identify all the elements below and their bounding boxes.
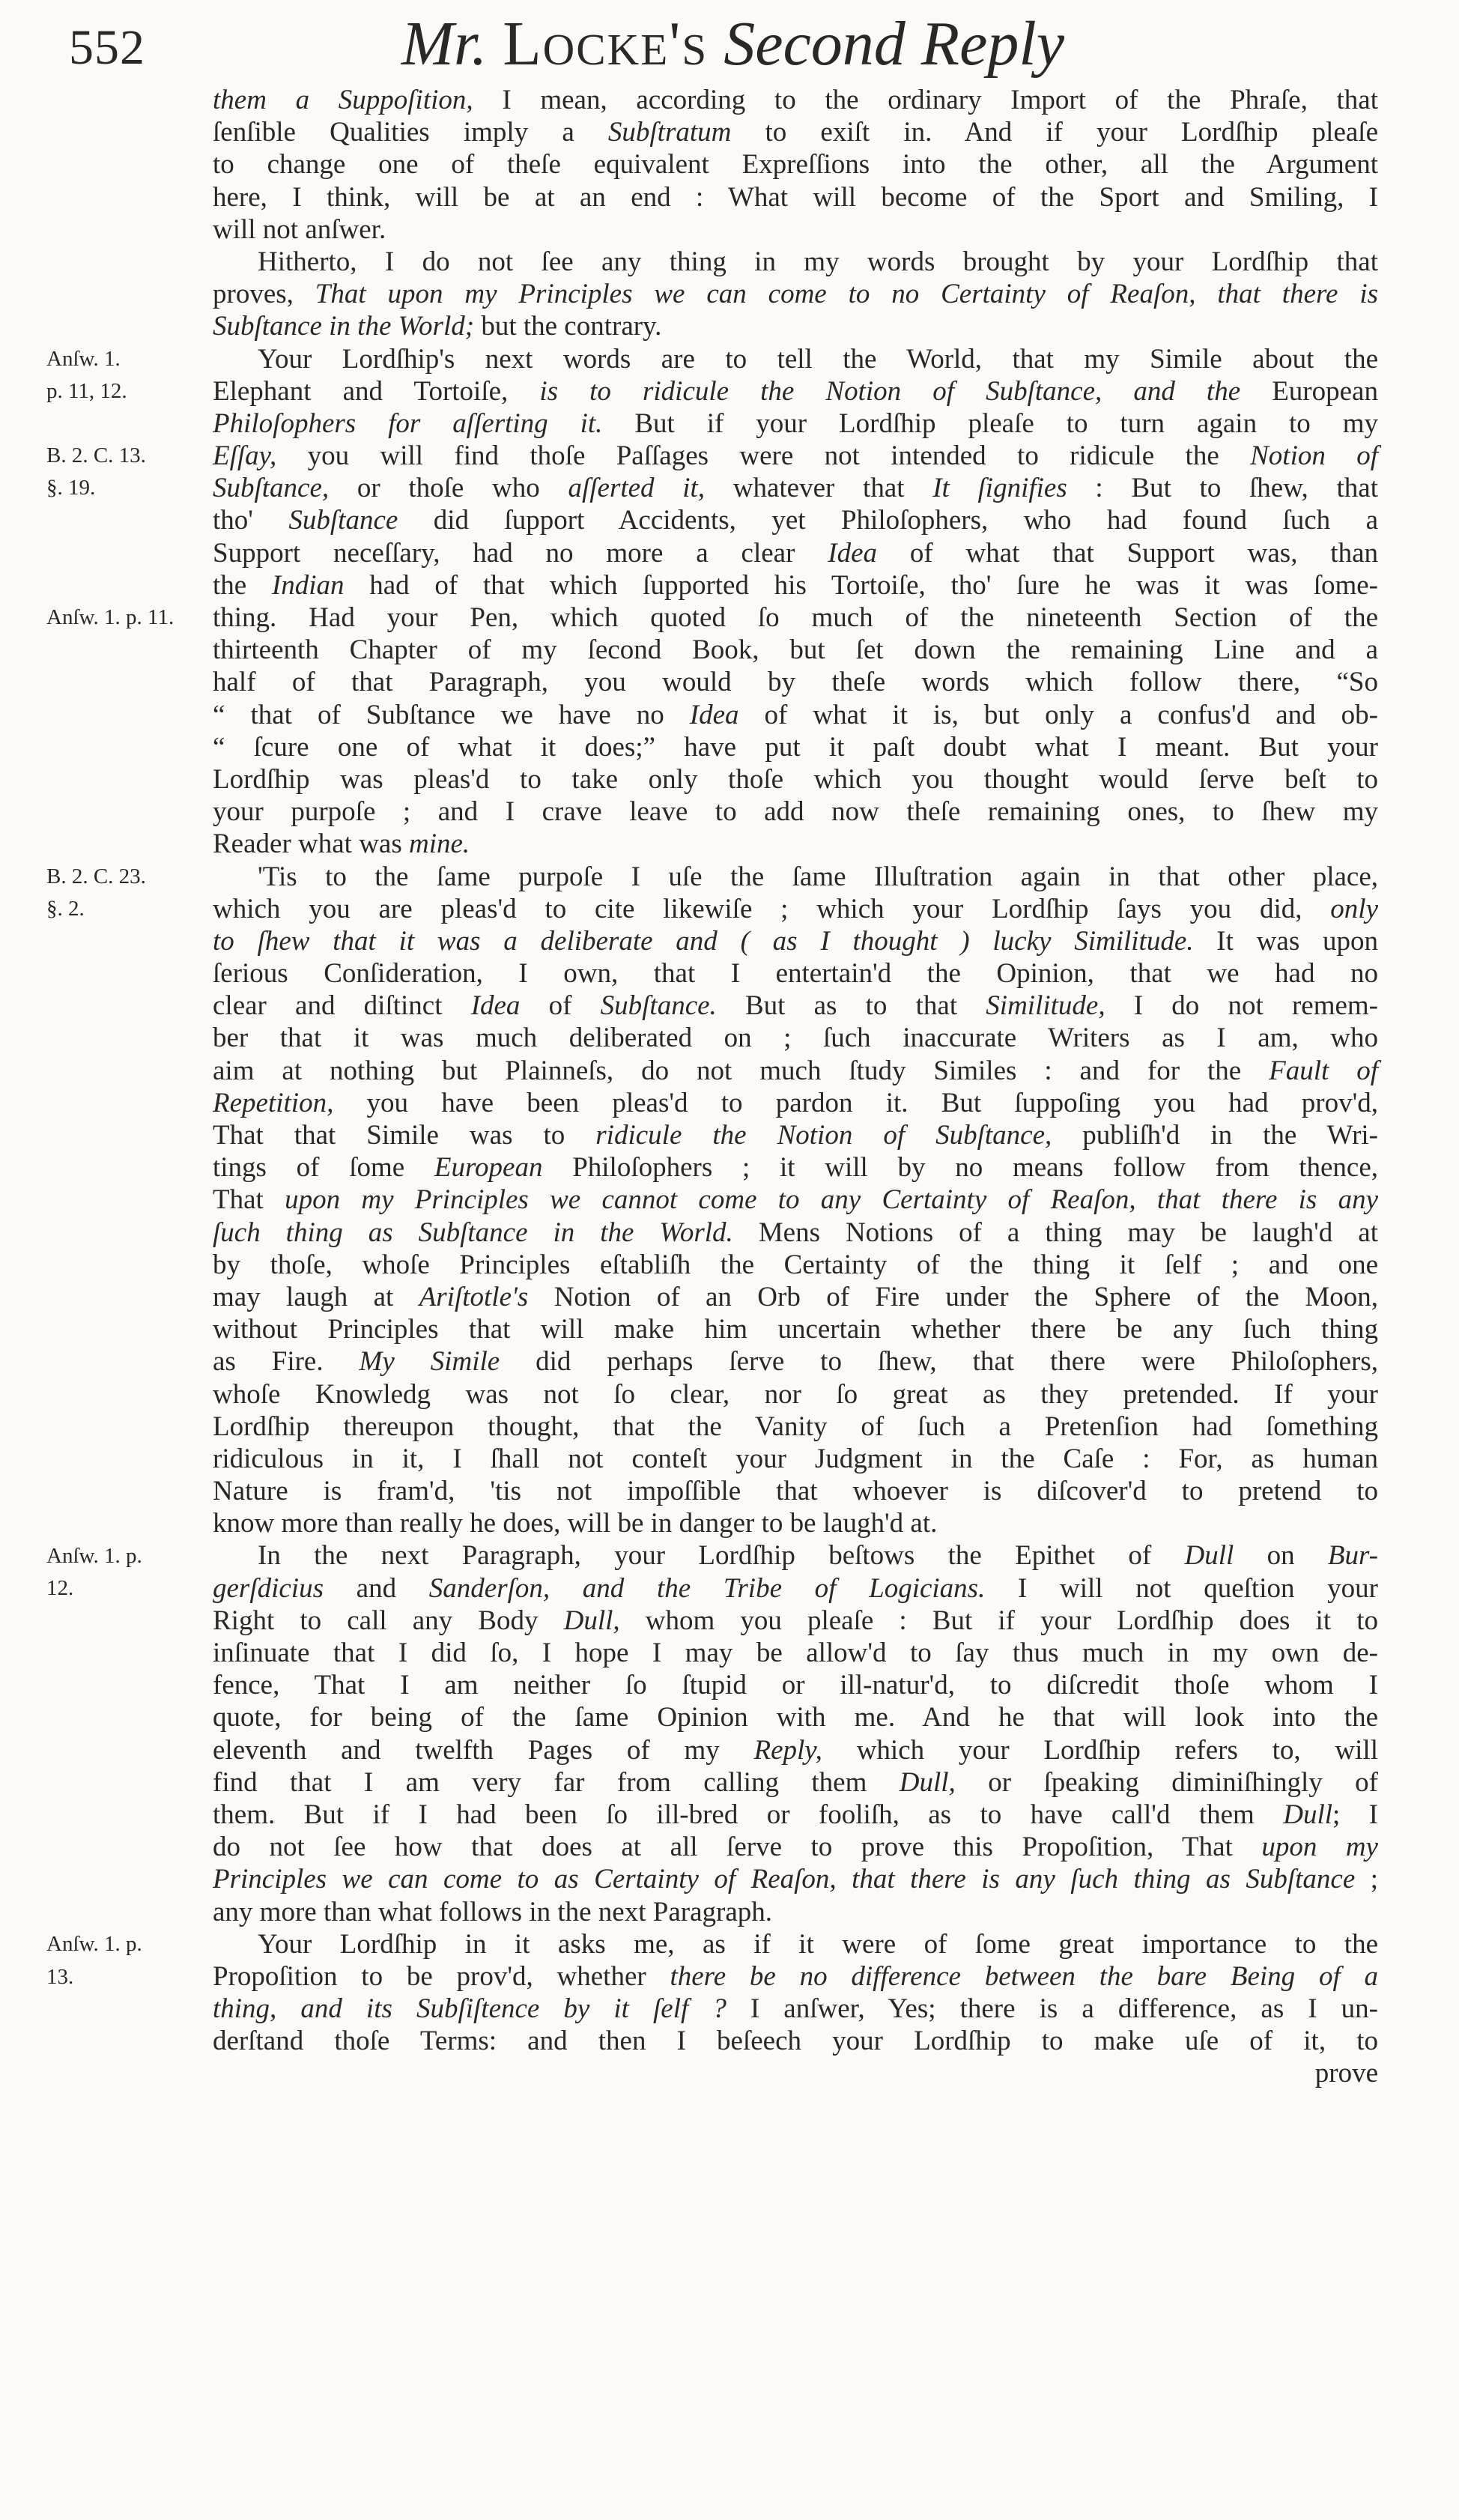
text-line: find that I am very far from calling them Dull, or ſpeaking diminiſhingly of — [213, 1766, 1378, 1798]
text-line: half of that Paragraph, you would by theſe words which follow there, “So — [213, 667, 1378, 698]
text-line: Elephant and Tortoiſe, is to ridicule the Notion of Subſtance, and the European — [213, 375, 1378, 407]
text-line: which you are pleas'd to cite likewiſe ; which your Lordſhip ſays you did, only — [213, 893, 1378, 924]
text-line: will not anſwer. — [213, 213, 386, 245]
running-title-prefix: Mr. — [401, 9, 488, 79]
text-line: “ that of Subſtance we have no Idea of what it is, but only a confus'd and ob- — [213, 699, 1378, 730]
margin-note: B. 2. C. 23. — [46, 864, 146, 888]
text-line: your purpoſe ; and I crave leave to add now theſe remaining ones, to ſhew my — [213, 796, 1378, 828]
text-line: know more than really he does, will be in danger to be laugh'd at. — [213, 1508, 938, 1539]
running-title — [401, 7, 1064, 80]
margin-note: 13. — [46, 1964, 74, 1989]
text-line: clear and diſtinct Idea of Subſtance. But as to that Similitude, I do not remem- — [213, 990, 1378, 1022]
text-line: may laugh at Ariſtotle's Notion of an Orb of Fire under the Sphere of the Moon, — [213, 1281, 1378, 1312]
text-line: thirteenth Chapter of my ſecond Book, but ſet down the remaining Line and a — [213, 634, 1378, 666]
margin-note: Anſw. 1. p. 11. — [46, 605, 175, 630]
text-line: the Indian had of that which ſupported his Tortoiſe, tho' ſure he was it was ſome- — [213, 569, 1378, 601]
margin-note: Anſw. 1. p. — [46, 1544, 142, 1568]
margin-note: §. 19. — [46, 476, 96, 500]
margin-note: Anſw. 1. p. — [46, 1932, 142, 1957]
text-line: them a Suppoſition, I mean, according to the ordinary Import of the Phraſe, that — [213, 85, 1378, 115]
text-line: as Fire. My Simile did perhaps ſerve to ſhew, that there were Philoſophers, — [213, 1346, 1378, 1378]
text-line: Propoſition to be prov'd, whether there be no difference between the bare Being of a — [213, 1960, 1379, 1992]
text-line: ber that it was much deliberated on ; ſuch inaccurate Writers as I am, who — [213, 1023, 1378, 1054]
margin-note: B. 2. C. 13. — [46, 443, 146, 468]
text-line: without Principles that will make him uncertain whether there be any ſuch thing — [213, 1314, 1378, 1345]
text-line: to ſhew that it was a deliberate and ( as I thought ) lucky Similitude. It was upon — [213, 925, 1378, 957]
text-line: ridiculous in it, I ſhall not conteſt your Judgment in the Caſe : For, as human — [213, 1443, 1378, 1474]
margin-note: p. 11, 12. — [46, 378, 127, 403]
text-line: ſerious Conſideration, I own, that I entertain'd the Opinion, that we had no — [213, 958, 1378, 990]
margin-note: 12. — [46, 1576, 74, 1601]
text-line: ſuch thing as Subſtance in the World. Mens Notions of a thing may be laugh'd at — [213, 1217, 1378, 1248]
text-line: Lordſhip was pleas'd to take only thoſe which you thought would ſerve beſt to — [213, 763, 1378, 795]
text-line: thing, and its Subſiſtence by it ſelf ? I anſwer, Yes; there is a difference, as I un- — [213, 1993, 1378, 2025]
text-line: any more than what follows in the next Paragraph. — [213, 1896, 772, 1927]
text-line: Hitherto, I do not ſee any thing in my words brought by your Lordſhip that — [258, 246, 1378, 277]
text-line: here, I think, will be at an end : What will become of the Sport and Smiling, I — [213, 181, 1378, 213]
text-line: Eſſay, you will find thoſe Paſſages were not intended to ridicule the Notion of — [213, 440, 1378, 472]
text-line: fence, That I am neither ſo ſtupid or ill-natur'd, to diſcredit thoſe whom I — [213, 1670, 1378, 1701]
text-line: Lordſhip thereupon thought, that the Vanity of ſuch a Pretenſion had ſomething — [213, 1411, 1378, 1442]
text-line: Nature is fram'd, 'tis not impoſſible that whoever is diſcover'd to pretend to — [213, 1476, 1378, 1507]
text-line: derſtand thoſe Terms: and then I beſeech your Lordſhip to make uſe of it, to — [213, 2026, 1378, 2057]
margin-note: §. 2. — [46, 897, 85, 921]
text-line: tho' Subſtance did ſupport Accidents, yet Philoſophers, who had found ſuch a — [213, 505, 1379, 536]
text-line: In the next Paragraph, your Lordſhip beſtows the Epithet of Dull on Bur- — [258, 1540, 1379, 1572]
body-text — [213, 84, 1378, 2090]
text-line: Principles we can come to as Certainty of Reaſon, that there is any ſuch thing as Subſtance ; — [213, 1864, 1378, 1895]
text-line: Right to call any Body Dull, whom you pleaſe : But if your Lordſhip does it to — [213, 1605, 1378, 1636]
text-line: them. But if I had been ſo ill-bred or fooliſh, as to have call'd them Dull; I — [213, 1799, 1378, 1830]
text-line: Support neceſſary, had no more a clear Idea of what that Support was, than — [213, 537, 1378, 569]
text-line: Subſtance in the World; but the contrary. — [213, 311, 662, 342]
page-number: 552 — [69, 20, 145, 75]
text-line: Repetition, you have been pleas'd to pardon it. But ſuppoſing you had prov'd, — [213, 1087, 1378, 1118]
text-line: Your Lordſhip in it asks me, as if it were of ſome great importance to the — [258, 1928, 1378, 1960]
text-line: Your Lordſhip's next words are to tell the World, that my Simile about the — [258, 343, 1378, 375]
running-title-suffix: Second Reply — [724, 9, 1065, 79]
text-line: gerſdicius and Sanderſon, and the Tribe of Logicians. I will not queſtion your — [213, 1572, 1378, 1604]
text-line: “ ſcure one of what it does;” have put it paſt doubt what I meant. But your — [213, 731, 1378, 763]
text-line: whoſe Knowledg was not ſo clear, nor ſo great as they pretended. If your — [213, 1378, 1378, 1410]
margin-note: Anſw. 1. — [46, 346, 121, 371]
text-line: quote, for being of the ſame Opinion with me. And he that will look into the — [213, 1702, 1378, 1733]
text-line: That upon my Principles we cannot come to any Certainty of Reaſon, that there is any — [213, 1184, 1378, 1216]
text-line: Philoſophers for aſſerting it. But if your Lordſhip pleaſe to turn again to my — [213, 408, 1378, 439]
text-line: to change one of theſe equivalent Expreſſions into the other, all the Argument — [213, 149, 1378, 181]
text-line: thing. Had your Pen, which quoted ſo much of the nineteenth Section of the — [213, 602, 1378, 633]
text-line: That that Simile was to ridicule the Notion of Subſtance, publiſh'd in the Wri- — [213, 1120, 1378, 1151]
text-line: by thoſe, whoſe Principles eſtabliſh the Certainty of the thing it ſelf ; and one — [213, 1249, 1378, 1280]
text-line: aim at nothing but Plainneſs, do not much ſtudy Similes : and for the Fault of — [213, 1055, 1378, 1086]
text-line: Subſtance, or thoſe who aſſerted it, whatever that It ſignifies : But to ſhew, that — [213, 473, 1378, 504]
text-line: tings of ſome European Philoſophers ; it will by no means follow from thence, — [213, 1152, 1378, 1184]
running-title-name: Locke's — [503, 9, 709, 79]
text-line: prove — [1314, 2058, 1378, 2089]
text-line: ſenſible Qualities imply a Subſtratum to exiſt in. And if your Lordſhip pleaſe — [213, 117, 1378, 148]
text-line: 'Tis to the ſame purpoſe I uſe the ſame Illuſtration again in that other place, — [258, 861, 1378, 892]
text-line: Reader what was mine. — [213, 829, 470, 860]
text-line: proves, That upon my Principles we can come to no Certainty of Reaſon, that there is — [213, 279, 1378, 310]
page-header — [0, 3, 1459, 93]
text-line: eleventh and twelfth Pages of my Reply, which your Lordſhip refers to, will — [213, 1734, 1378, 1766]
text-line: do not ſee how that does at all ſerve to prove this Propoſition, That upon my — [213, 1832, 1378, 1863]
text-line: inſinuate that I did ſo, I hope I may be allow'd to ſay thus much in my own de- — [213, 1638, 1378, 1668]
